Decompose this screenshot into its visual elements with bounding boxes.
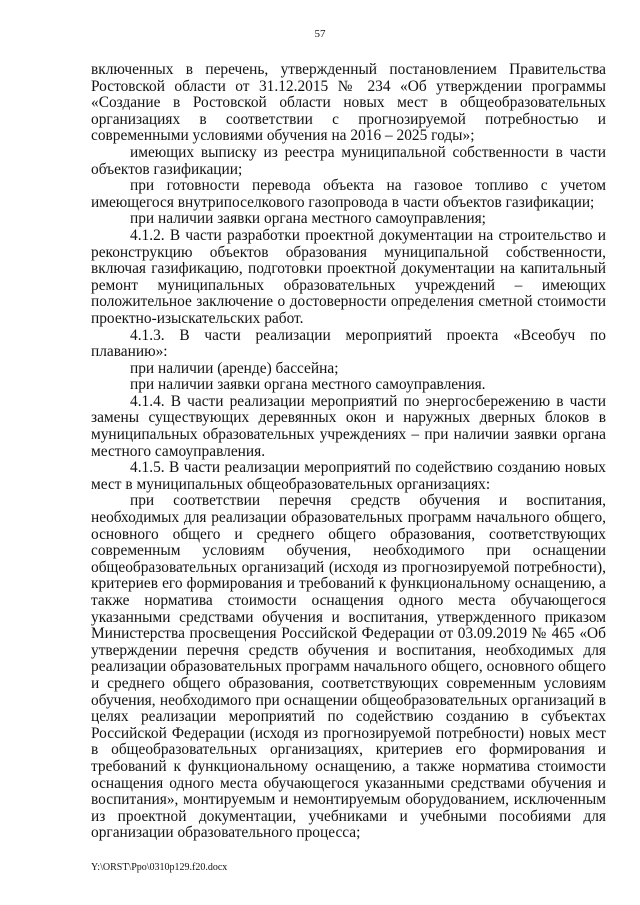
paragraph: 4.1.4. В части реализации мероприятий по энергосбережению в части замены существующих деревянных окон и наружных дверных блоков в муниципальных образовательных учреждениях – при наличии заявки органа местного самоуправления. [91, 392, 606, 460]
paragraph: при наличии (аренде) бассейна; [130, 359, 339, 377]
document-body [91, 62, 606, 842]
paragraph: при готовности перевода объекта на газовое топливо с учетом имеющегося внутрипоселкового газопровода в части объектов газификации; [91, 177, 606, 211]
footer-file-path: Y:\ORST\Ppo\0310p129.f20.docx [91, 862, 228, 873]
paragraph: 4.1.3. В части реализации мероприятий проекта «Всеобуч по плаванию»: [91, 326, 606, 361]
paragraph: имеющих выписку из реестра муниципальной собственности в части объектов газификации; [91, 143, 606, 178]
paragraph: 4.1.5. В части реализации мероприятий по содействию созданию новых мест в муниципальных общеобразовательных организациях: [91, 459, 606, 493]
page-number: 57 [314, 28, 326, 40]
paragraph: при соответствии перечня средств обучения и воспитания, необходимых для реализации образовательных программ начального общего, основного общего и среднего общего образования, соответствующих современным условиям обучения, необходимого при оснащении общеобразовательных организаций (исходя из прогнозируемой потребности), критериев его формирования и требований к функциональному оснащению, а также норматива стоимости оснащения одного места обучающегося указанными средствами обучения и воспитания, утвержденного приказом Министерства просвещения Российской Федерации от 03.09.2019 № 465 «Об утверждении перечня средств обучения и воспитания, необходимых для реализации образовательных программ начального общего, основного общего и среднего общего образования, соответствующих современным условиям обучения, необходимого при оснащении общеобразовательных организаций в целях реализации мероприятий по содействию созданию в субъектах Российской Федерации (исходя из прогнозируемой потребности) новых мест в общеобразовательных организациях, критериев его формирования и требований к функциональному оснащению, а также норматива стоимости оснащения одного места обучающегося указанными средствами обучения и воспитания», монтируемым и немонтируемым оборудованием, исключенным из проектной документации, учебниками и учебными пособиями для организации образовательного процесса; [91, 492, 606, 842]
paragraph: 4.1.2. В части разработки проектной документации на строительство и реконструкцию объектов образования муниципальной собственности, включая газификацию, подготовки проектной документации на капитальный ремонт муниципальных образовательных учреждений – имеющих положительное заключение о достоверности определения сметной стоимости проектно-изыскательских работ. [91, 226, 606, 327]
paragraph: при наличии заявки органа местного самоуправления. [130, 376, 486, 394]
paragraph: включенных в перечень, утвержденный постановлением Правительства Ростовской области от 31.12.2015 № 234 «Об утверждении программы «Создание в Ростовской области новых мест в общеобразовательных организациях в соответствии с прогнозируемой потребностью и современными условиями обучения на 2016 – 2025 годы»; [91, 61, 606, 145]
paragraph: при наличии заявки органа местного самоуправления; [130, 210, 486, 228]
